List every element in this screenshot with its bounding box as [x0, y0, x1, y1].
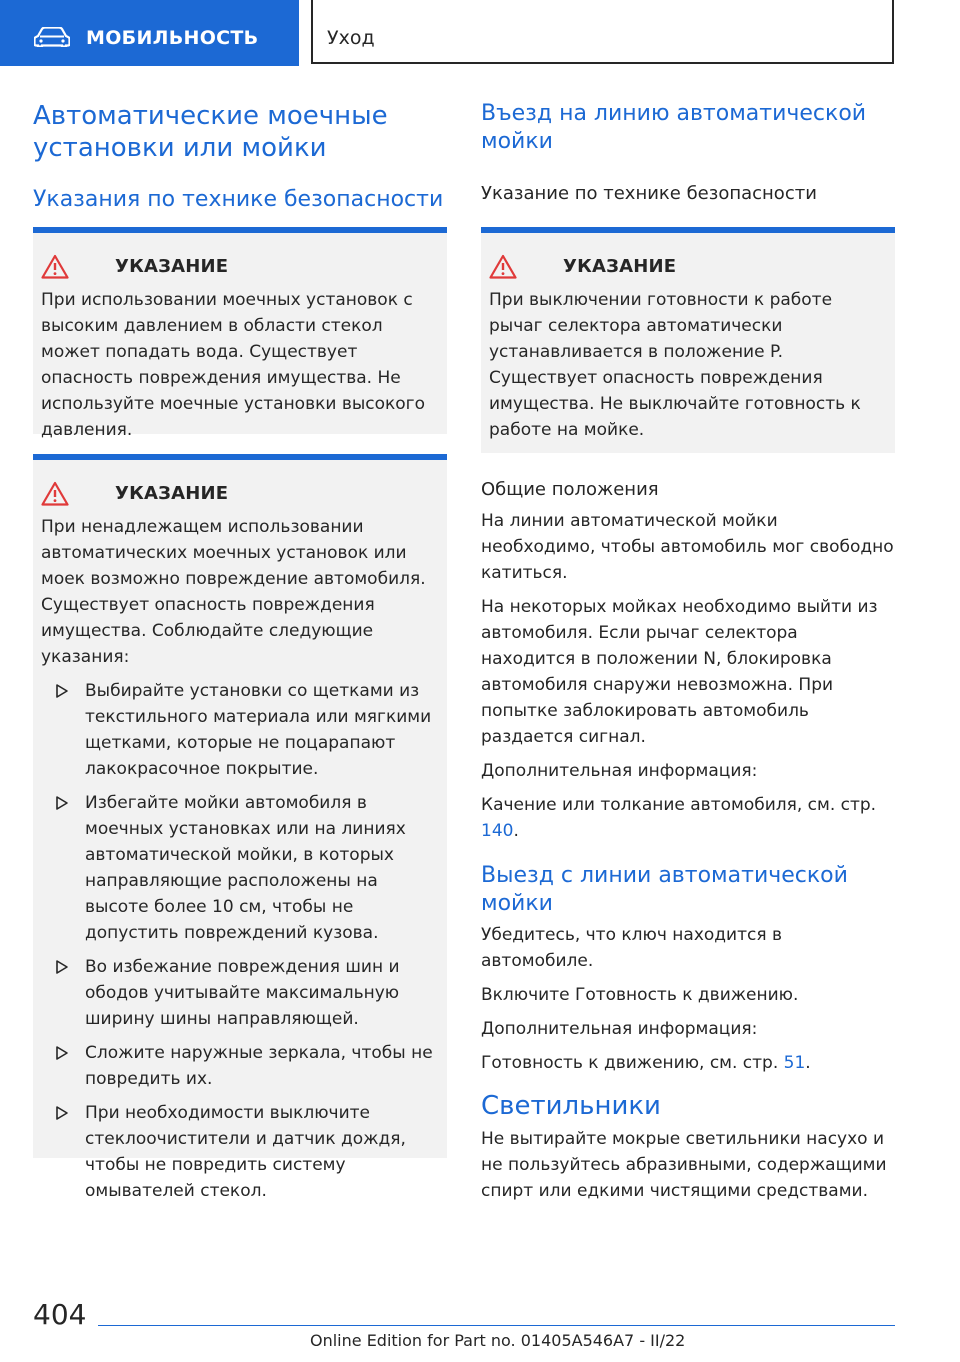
- paragraph: [481, 792, 895, 844]
- list-item: [41, 790, 447, 946]
- notice-box-3: [481, 227, 895, 453]
- general-section: [481, 478, 895, 1204]
- list-item-text: Выбирайте установки со щетками из текстильного материала или мягкими щетками, которые не поцарапают лакокрасочное покрытие.: [85, 681, 432, 779]
- warning-triangle-icon: [41, 481, 69, 506]
- page-link-140[interactable]: 140: [481, 821, 514, 841]
- triangle-bullet-icon: [53, 790, 71, 816]
- cross-ref-text: Готовность к движению, см. стр.: [481, 1053, 784, 1073]
- triangle-bullet-icon: [53, 1040, 71, 1066]
- cross-ref-text: Качение или толкание автомобиля, см. стр.: [481, 795, 877, 815]
- entry-heading: Въезд на линию автоматической мойки: [481, 101, 867, 154]
- list-item-text: Избегайте мойки автомобиля в моечных установках или на линиях автоматической мойки, в которых направляющие расположены на высоте более 10 см, чтобы не допустить повреждений кузова.: [85, 793, 406, 943]
- warning-triangle-icon: [41, 254, 69, 279]
- list-item-text: Во избежание повреждения шин и ободов учитывайте максимальную ширину шины направляющей.: [85, 957, 400, 1029]
- page-number: 404: [33, 1298, 87, 1331]
- triangle-bullet-icon: [53, 1100, 71, 1126]
- notice-header: [41, 253, 447, 279]
- paragraph: Дополнительная информация:: [481, 761, 758, 781]
- section-label: МОБИЛЬНОСТЬ: [86, 27, 259, 49]
- list-item-text: Сложите наружные зеркала, чтобы не повредить их.: [85, 1043, 433, 1089]
- page-link-51[interactable]: 51: [783, 1053, 806, 1073]
- notice-header: [41, 480, 447, 506]
- car-icon: [34, 27, 70, 47]
- list-item-text: При необходимости выключите стеклоочистители и датчик дождя, чтобы не повредить систему омывателей стекол.: [85, 1103, 406, 1201]
- safety-subheading: Указания по технике безопасности: [33, 187, 444, 212]
- page-header: [0, 0, 960, 66]
- paragraph: Дополнительная информация:: [481, 1019, 758, 1039]
- warning-triangle-icon: [489, 254, 517, 279]
- list-item: [41, 954, 447, 1032]
- paragraph: На линии автоматической мойки необходимо, чтобы автомобиль мог свободно катиться.: [481, 511, 894, 583]
- paragraph: Включите Готовность к движению.: [481, 985, 799, 1005]
- paragraph: Убедитесь, что ключ находится в автомобиле.: [481, 925, 782, 971]
- general-heading: Общие положения: [481, 479, 659, 500]
- notice-box-2: [33, 454, 447, 1201]
- section-heading: Автоматические моечные установки или мойки: [33, 101, 388, 163]
- notice-text: При ненадлежащем использовании автоматических моечных установок или моек возможно повреждение автомобиля. Существует опасность повреждения имущества. Соблюдайте следующие указания:: [41, 517, 426, 667]
- footer-divider: [98, 1325, 895, 1326]
- notice-text: При выключении готовности к работе рычаг селектора автоматически устанавливается в положение P. Существует опасность повреждения имущества. Не выключайте готовность к работе на мойке.: [489, 290, 861, 440]
- triangle-bullet-icon: [53, 678, 71, 704]
- notice-title: УКАЗАНИЕ: [115, 482, 229, 504]
- chapter-title-box: [311, 0, 894, 64]
- list-item: [41, 1040, 447, 1092]
- list-item: [41, 1100, 447, 1204]
- exit-heading: Выезд с линии автоматической мойки: [481, 863, 848, 916]
- safety-subheading: Указание по технике безопасности: [481, 183, 817, 204]
- notice-text: При использовании моечных установок с высоким давлением в области стекол может попадать вода. Существует опасность повреждения имущества. Не используйте моечные установки высокого давления.: [41, 290, 426, 440]
- paragraph: Не вытирайте мокрые светильники насухо и не пользуйтесь абразивными, содержащими спирт или едкими чистящими средствами.: [481, 1129, 887, 1201]
- edition-text: Online Edition for Part no. 01405A546A7 - II/22: [310, 1331, 686, 1350]
- notice-box-1: [33, 227, 447, 440]
- punctuation: .: [513, 821, 519, 841]
- punctuation: .: [805, 1053, 811, 1073]
- notice-title: УКАЗАНИЕ: [115, 255, 229, 277]
- lights-heading: Светильники: [481, 1091, 661, 1121]
- chapter-title: Уход: [327, 27, 375, 49]
- section-tab[interactable]: [0, 0, 299, 66]
- paragraph: [481, 1050, 895, 1076]
- triangle-bullet-icon: [53, 954, 71, 980]
- notice-header: [489, 253, 895, 279]
- list-item: [41, 678, 447, 782]
- paragraph: На некоторых мойках необходимо выйти из автомобиля. Если рычаг селектора находится в положении N, блокировка автомобиля снаружи невозможна. При попытке заблокировать автомобиль раздается сигнал.: [481, 597, 878, 747]
- notice-title: УКАЗАНИЕ: [563, 255, 677, 277]
